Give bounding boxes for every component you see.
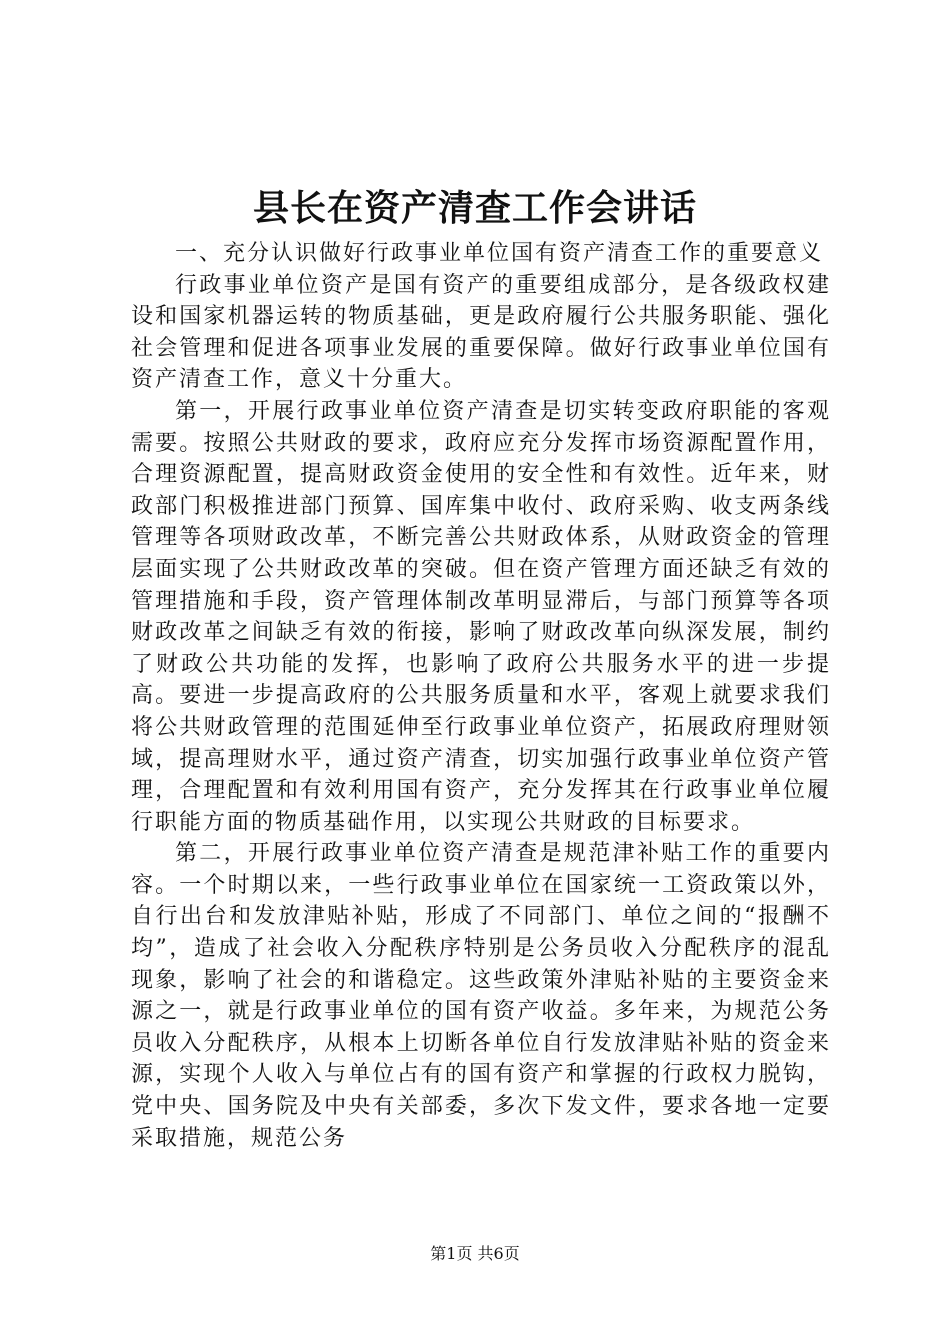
body-paragraph: 第二，开展行政事业单位资产清查是规范津补贴工作的重要内容。一个时期以来，一些行政事业单位在国家统一工资政策以外，自行出台和发放津贴补贴，形成了不同部门、单位之间的“报酬不均”，造成了社会收入分配秩序特别是公务员收入分配秩序的混乱现象，影响了社会的和谐稳定。这些政策外津贴补贴的主要资金来源之一，就是行政事业单位的国有资产收益。多年来，为规范公务员收入分配秩序，从根本上切断各单位自行发放津贴补贴的资金来源，实现个人收入与单位占有的国有资产和掌握的行政权力脱钩，党中央、国务院及中央有关部委，多次下发文件，要求各地一定要采取措施，规范公务 (131, 841, 831, 1151)
body-paragraph: 第一，开展行政事业单位资产清查是切实转变政府职能的客观需要。按照公共财政的要求，政府应充分发挥市场资源配置作用，合理资源配置，提高财政资金使用的安全性和有效性。近年来，财政部门积极推进部门预算、国库集中收付、政府采购、收支两条线管理等各项财政改革，不断完善公共财政体系，从财政资金的管理层面实现了公共财政改革的突破。但在资产管理方面还缺乏有效的管理措施和手段，资产管理体制改革明显滞后，与部门预算等各项财政改革之间缺乏有效的衔接，影响了财政改革向纵深发展，制约了财政公共功能的发挥，也影响了政府公共服务水平的进一步提高。要进一步提高政府的公共服务质量和水平，客观上就要求我们将公共财政管理的范围延伸至行政事业单位资产，拓展政府理财领域，提高理财水平，通过资产清查，切实加强行政事业单位资产管理，合理配置和有效利用国有资产，充分发挥其在行政事业单位履行职能方面的物质基础作用，以实现公共财政的目标要求。 (131, 398, 831, 835)
page-number-footer: 第1页 共6页 (430, 1244, 520, 1263)
document-body (131, 238, 831, 1154)
section-heading: 一、充分认识做好行政事业单位国有资产清查工作的重要意义 (175, 241, 824, 266)
body-paragraph: 行政事业单位资产是国有资产的重要组成部分，是各级政权建设和国家机器运转的物质基础，更是政府履行公共服务职能、强化社会管理和促进各项事业发展的重要保障。做好行政事业单位国有资产清查工作，意义十分重大。 (131, 272, 831, 393)
document-title: 县长在资产清查工作会讲话 (252, 187, 697, 229)
